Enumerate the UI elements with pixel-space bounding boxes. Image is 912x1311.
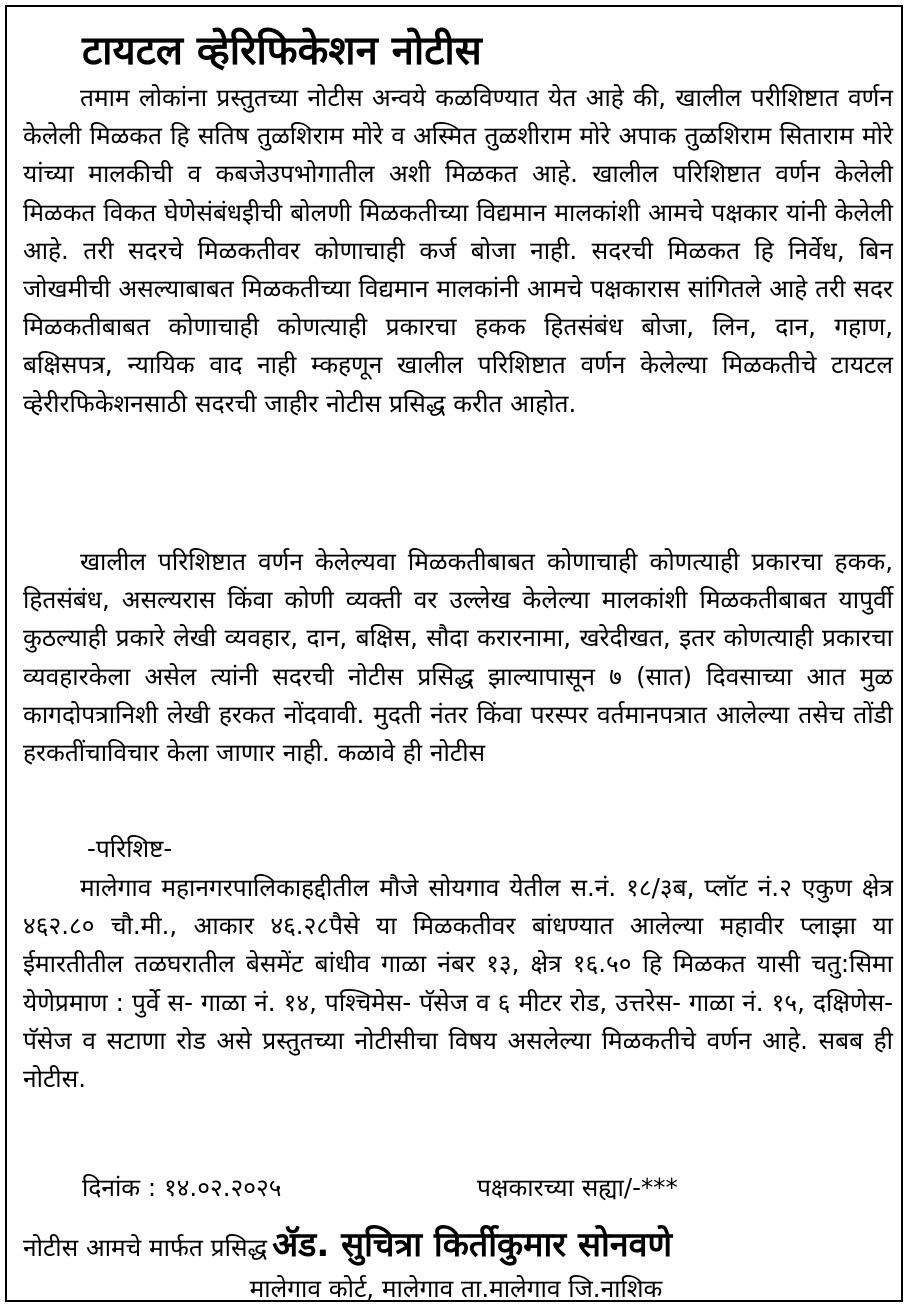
public-notice (5, 5, 903, 1302)
party-signature: पक्षकारच्या सह्या/-*** (477, 1173, 678, 1202)
advocate-name: ॲड. सुचित्रा किर्तीकुमार सोनवणे (272, 1225, 673, 1265)
notice-date: दिनांक : १४.०२.२०२५ (82, 1173, 282, 1202)
notice-paragraph-intro: तमाम लोकांना प्रस्तुतच्या नोटीस अन्वये कळविण्यात येत आहे की, खालील परीशिष्टात वर्णन केलेली मिळकत हि सतिष तुळशिराम मोरे व अस्मित तुळशीराम मोरे अपाक तुळशिराम सिताराम मोरे यांच्या मालकीची व कबजेउपभोगातील अशी मिळकत आहे. खालील परिशिष्टात वर्णन केलेली मिळकत विकत घेणेसंबंधइीची बोलणी मिळकतीच्या विद्यमान मालकांशी आमचे पक्षकार यांनी केलेली आहे. तरी सदरचे मिळकतीवर कोणाचाही कर्ज बोजा नाही. सदरची मिळकत हि निर्वेध, बिन जोखमीची असल्याबाबत मिळकतीच्या विद्यमान मालकांनी आमचे पक्षकारास सांगितले आहे तरी सदर मिळकतीबाबत कोणाचाही कोणत्याही प्रकारचा हकक हितसंबंध बोजा, लिन, दान, गहाण, बक्षिसपत्र, न्यायिक वाद नाही म्कहणून खालील परिशिष्टात वर्णन केलेल्या मिळकतीचे टायटल व्हेरीरफिकेशनसाठी सदरची जाहीर नोटीस प्रसिद्ध करीत आहोत. (23, 83, 893, 418)
schedule-heading: -परिशिष्ट- (87, 834, 173, 863)
notice-paragraph-objection: खालील परिशिष्टात वर्णन केलेल्यवा मिळकतीबाबत कोणाचाही कोणत्याही प्रकारचा हकक, हितसंबंध, असल्यरास किंवा कोणी व्यक्ती वर उल्लेख केलेल्या मालकांशी मिळकतीबाबत यापुर्वी कुठल्याही प्रकारे लेखी व्यवहार, दान, बक्षिस, सौदा करारनामा, खरेदीखत, इतर कोणत्याही प्रकारचा व्यवहारकेला असेल त्यांनी सदरची नोटीस प्रसिद्ध झाल्यापासून ७ (सात) दिवसाच्या आत मुळ कागदोपत्रानिशी लेखी हरकत नोंदवावी. मुदती नंतर किंवा परस्पर वर्तमानपत्रात आलेल्या तसेच तोंडी हरकतींचाविचार केला जाणार नाही. कळावे ही नोटीस (23, 547, 893, 768)
notice-title: टायटल व्हेरिफिकेशन नोटीस (82, 28, 482, 74)
publisher-line (23, 1220, 893, 1276)
schedule-description: मालेगाव महानगरपालिकाहद्दीतील मौजे सोयगाव येतील स.नं. १८/३ब, प्लॉट नं.२ एकुण क्षेत्र ४६२.८० चौ.मी., आकार ४६.२८पैसे या मिळकतीवर बांधण्यात आलेल्या महावीर प्लाझा या ईमारतीतील तळघरातील बेसमेंट बांधीव गाळा नंबर १३, क्षेत्र १६.५० हि मिळकत यासी चतु:सिमा येणेप्रमाण : पुर्वे स- गाळा नं. १४, पश्चिमेस- पॅसेज व ६ मीटर रोड, उत्तरेस- गाळा नं. १५, दक्षिणेस- पॅसेज व सटाणा रोड असे प्रस्तुतच्या नोटीसीचा विषय असलेल्या मिळकतीचे वर्णन आहे. सबब ही नोटीस. (23, 873, 893, 1094)
published-by-text: नोटीस आमचे मार्फत प्रसिद्ध (23, 1233, 268, 1262)
advocate-address: मालेगाव कोर्ट, मालेगाव ता.मालेगाव जि.नाशिक (249, 1274, 663, 1303)
